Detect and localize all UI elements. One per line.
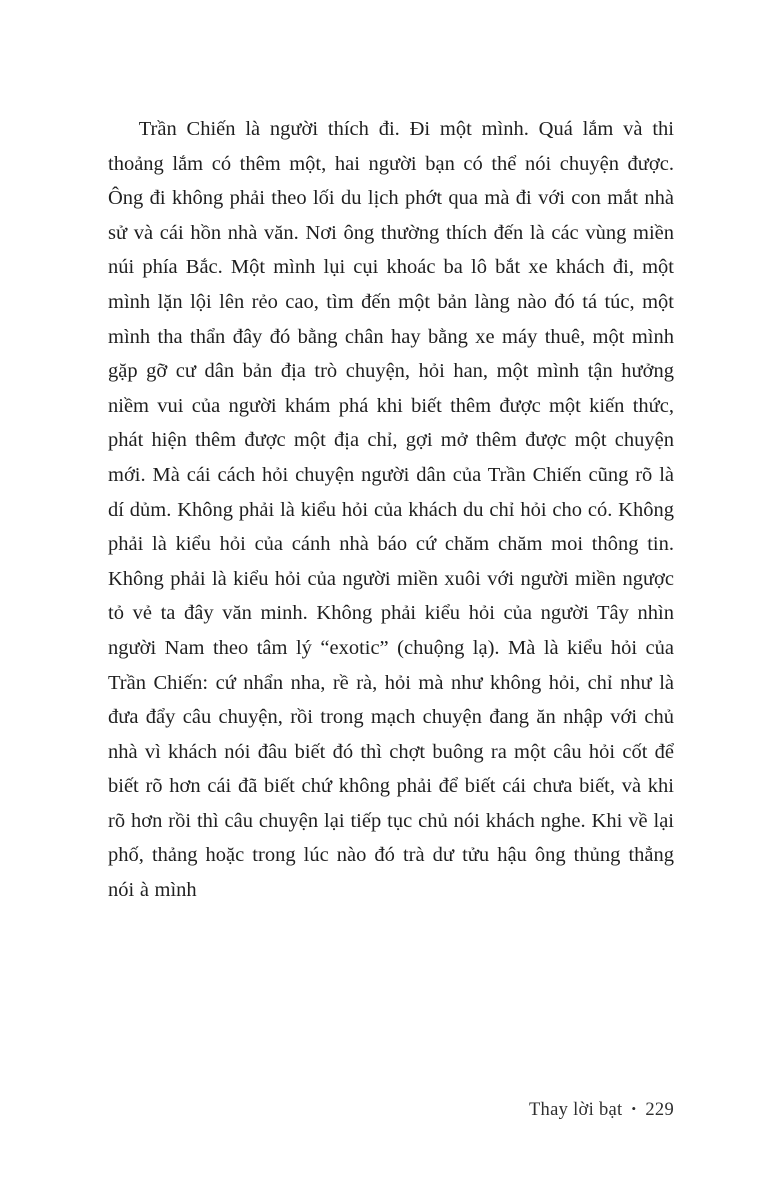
page-footer <box>108 1100 674 1121</box>
footer-section-label: Thay lời bạt <box>528 1100 623 1120</box>
body-paragraph: Trần Chiến là người thích đi. Đi một mình. Quá lắm và thi thoảng lắm có thêm một, hai người bạn có thể nói chuyện được. Ông đi không phải theo lối du lịch phớt qua mà đi với con mắt nhà sử và cái hồn nhà văn. Nơi ông thường thích đến là các vùng miền núi phía Bắc. Một mình lụi cụi khoác ba lô bắt xe khách đi, một mình lặn lội lên rẻo cao, tìm đến một bản làng nào đó tá túc, một mình tha thẩn đây đó bằng chân hay bằng xe máy thuê, một mình gặp gỡ cư dân bản địa trò chuyện, hỏi han, một mình tận hưởng niềm vui của người khám phá khi biết thêm được một kiến thức, phát hiện thêm được một địa chỉ, gợi mở thêm được một chuyện mới. Mà cái cách hỏi chuyện người dân của Trần Chiến cũng rõ là dí dủm. Không phải là kiểu hỏi của khách du chỉ hỏi cho có. Không phải là kiểu hỏi của cánh nhà báo cứ chăm chăm moi thông tin. Không phải là kiểu hỏi của người miền xuôi với người miền ngược tỏ vẻ ta đây văn minh. Không phải kiểu hỏi của người Tây nhìn người Nam theo tâm lý “exotic” (chuộng lạ). Mà là kiểu hỏi của Trần Chiến: cứ nhẩn nha, rề rà, hỏi mà như không hỏi, chỉ như là đưa đẩy câu chuyện, rồi trong mạch chuyện đang ăn nhập với chủ nhà vì khách nói đâu biết đó thì chợt buông ra một câu hỏi cốt để biết rõ hơn cái đã biết chứ không phải để biết cái chưa biết, và khi rõ hơn rồi thì câu chuyện lại tiếp tục chủ nói khách nghe. Khi về lại phố, thảng hoặc trong lúc nào đó trà dư tửu hậu ông thủng thẳng nói à mình <box>108 118 674 902</box>
text-block <box>108 112 674 908</box>
footer-page-number: 229 <box>645 1100 674 1120</box>
footer-separator-dot: • <box>631 1101 637 1116</box>
